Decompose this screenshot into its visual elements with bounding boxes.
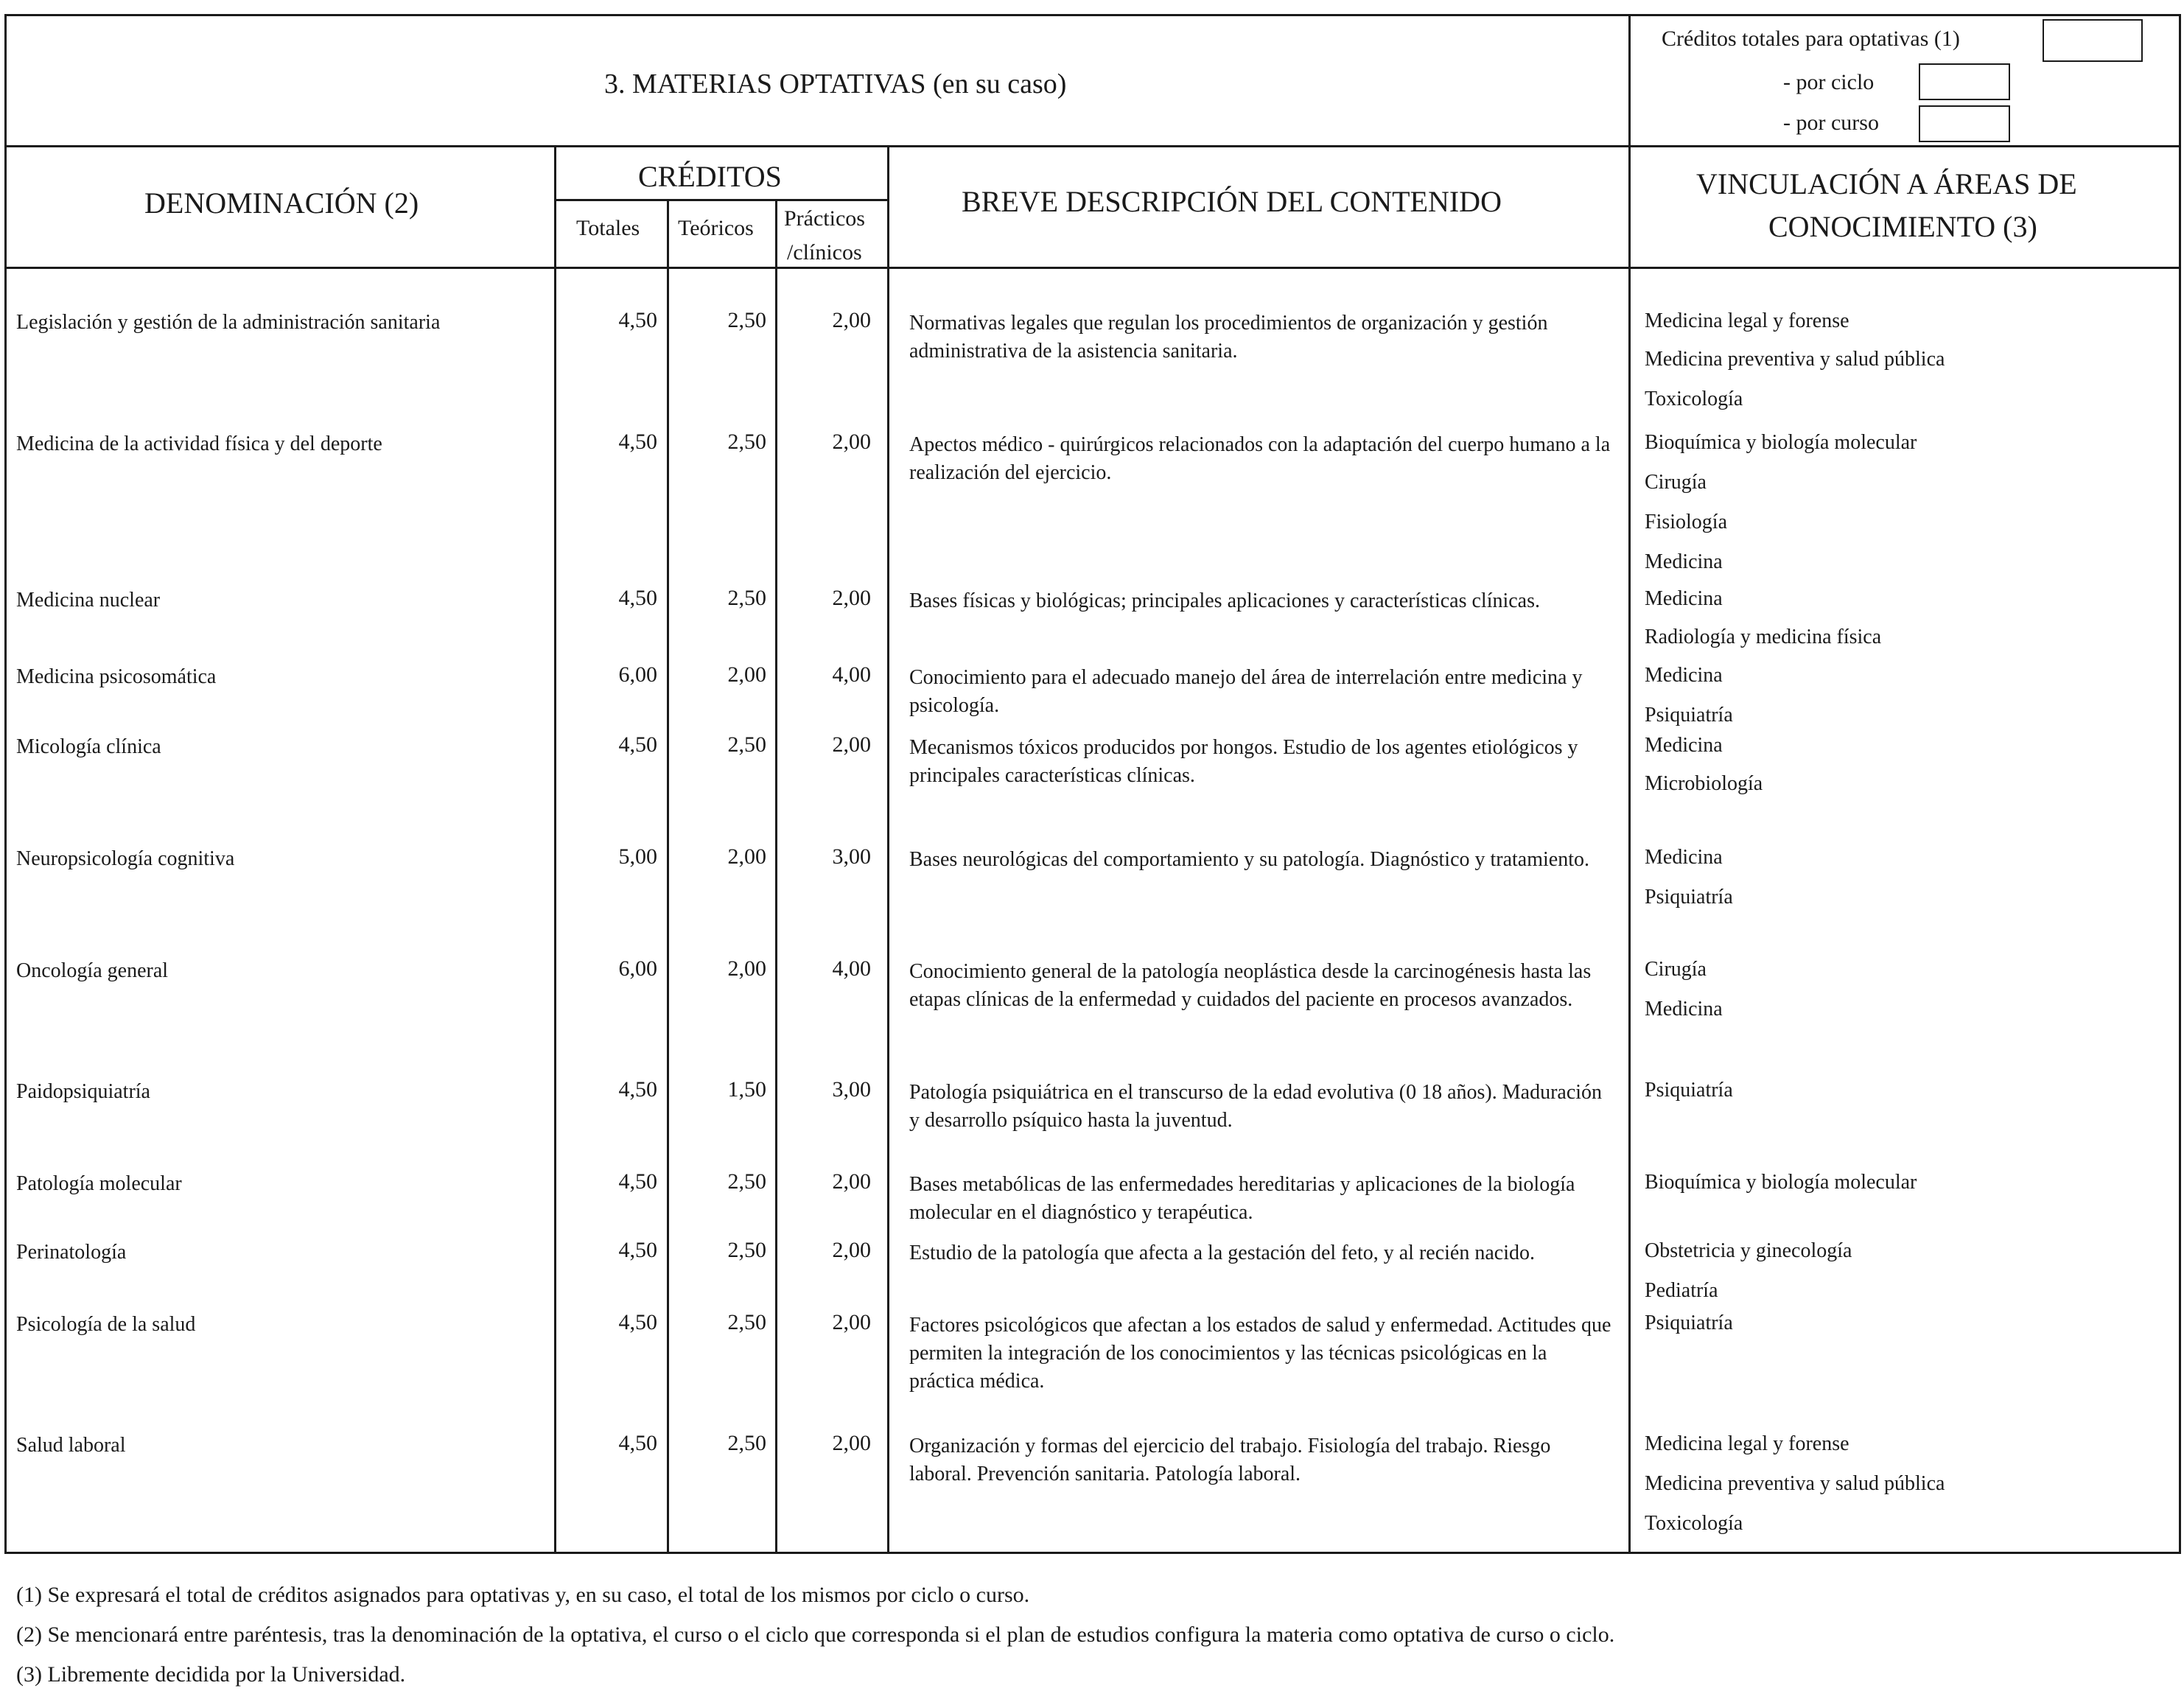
row-practicos: 2,00 <box>832 1169 871 1194</box>
creditos-totales-box[interactable] <box>2043 19 2143 62</box>
col-divider-teoricos <box>667 199 669 1554</box>
row-teoricos: 2,50 <box>727 1238 766 1262</box>
creditos-subheader-divider <box>554 199 887 201</box>
por-curso-box[interactable] <box>1919 105 2010 142</box>
row-area: Microbiología <box>1645 772 1763 795</box>
row-practicos: 3,00 <box>832 844 871 869</box>
por-curso-label: - por curso <box>1783 111 1879 135</box>
row-totales: 6,00 <box>618 956 657 981</box>
header-vinculacion-2: CONOCIMIENTO (3) <box>1768 210 2037 243</box>
row-totales: 4,50 <box>618 1169 657 1194</box>
row-denominacion: Micología clínica <box>16 735 161 758</box>
row-area: Bioquímica y biología molecular <box>1645 1171 1917 1194</box>
row-area: Radiología y medicina física <box>1645 626 1882 648</box>
row-denominacion: Neuropsicología cognitiva <box>16 847 235 870</box>
header-denominacion: DENOMINACIÓN (2) <box>144 186 419 220</box>
row-descripcion: Estudio de la patología que afecta a la gestación del feto, y al recién nacido. <box>909 1242 1535 1264</box>
title-row-divider <box>4 145 2181 147</box>
row-descripcion: Bases metabólicas de las enfermedades hereditarias y aplicaciones de la biología molecular en el diagnóstico y terapéutica. <box>909 1173 1575 1224</box>
row-denominacion: Perinatología <box>16 1241 127 1264</box>
row-totales: 4,50 <box>618 430 657 454</box>
row-denominacion: Salud laboral <box>16 1434 126 1457</box>
row-denominacion: Medicina nuclear <box>16 589 161 612</box>
row-descripcion: Normativas legales que regulan los procedimientos de organización y gestión administrativa de la asistencia sanitaria. <box>909 312 1548 363</box>
col-divider-practicos <box>775 199 777 1554</box>
row-area: Psiquiatría <box>1645 1312 1733 1334</box>
row-denominacion: Patología molecular <box>16 1172 182 1195</box>
table-bottom-divider <box>4 1552 2181 1554</box>
header-descripcion: BREVE DESCRIPCIÓN DEL CONTENIDO <box>962 185 1502 218</box>
row-area: Medicina legal y forense <box>1645 309 1849 332</box>
row-teoricos: 2,50 <box>727 1431 766 1455</box>
row-descripcion: Factores psicológicos que afectan a los estados de salud y enfermedad. Actitudes que permiten la integración de los conocimientos y las técnicas psicológicas en la práctica médica. <box>909 1314 1611 1393</box>
row-area: Psiquiatría <box>1645 886 1733 908</box>
row-descripcion: Bases físicas y biológicas; principales aplicaciones y características clínicas. <box>909 589 1541 612</box>
row-totales: 4,50 <box>618 1310 657 1334</box>
row-area: Toxicología <box>1645 388 1743 410</box>
row-teoricos: 2,00 <box>727 844 766 869</box>
col-divider-totales <box>554 145 556 1554</box>
row-practicos: 2,00 <box>832 586 871 610</box>
row-descripcion: Bases neurológicas del comportamiento y su patología. Diagnóstico y tratamiento. <box>909 848 1590 871</box>
row-descripcion: Apectos médico - quirúrgicos relacionados con la adaptación del cuerpo humano a la realización del ejercicio. <box>909 433 1611 484</box>
row-area: Medicina <box>1645 587 1723 610</box>
row-area: Psiquiatría <box>1645 1079 1733 1102</box>
row-area: Bioquímica y biología molecular <box>1645 431 1917 454</box>
header-vinculacion-1: VINCULACIÓN A ÁREAS DE <box>1696 167 2077 200</box>
row-totales: 4,50 <box>618 1431 657 1455</box>
row-area: Medicina preventiva y salud pública <box>1645 348 1945 371</box>
row-area: Medicina preventiva y salud pública <box>1645 1472 1945 1495</box>
row-teoricos: 2,50 <box>727 732 766 757</box>
row-teoricos: 2,00 <box>727 956 766 981</box>
row-practicos: 2,00 <box>832 308 871 332</box>
row-totales: 4,50 <box>618 1077 657 1102</box>
row-area: Pediatría <box>1645 1279 1718 1302</box>
row-area: Medicina legal y forense <box>1645 1432 1849 1455</box>
row-descripcion: Conocimiento general de la patología neoplástica desde la carcinogénesis hasta las etapas clínicas de la enfermedad y cuidados del paciente en procesos avanzados. <box>909 960 1592 1011</box>
row-totales: 4,50 <box>618 586 657 610</box>
row-practicos: 2,00 <box>832 732 871 757</box>
por-ciclo-box[interactable] <box>1919 63 2010 100</box>
row-practicos: 2,00 <box>832 1431 871 1455</box>
footnote-1: (1) Se expresará el total de créditos asignados para optativas y, en su caso, el total de los mismos por ciclo o curso. <box>16 1583 1030 1607</box>
row-descripcion: Patología psiquiátrica en el transcurso de la edad evolutiva (0 18 años). Maduración y desarrollo psíquico hasta la juventud. <box>909 1081 1603 1132</box>
row-practicos: 2,00 <box>832 430 871 454</box>
row-denominacion: Psicología de la salud <box>16 1313 196 1336</box>
row-teoricos: 2,50 <box>727 1169 766 1194</box>
row-teoricos: 2,50 <box>727 586 766 610</box>
row-descripcion: Organización y formas del ejercicio del trabajo. Fisiología del trabajo. Riesgo laboral. Prevención sanitaria. Patología laboral. <box>909 1435 1551 1485</box>
header-practicos-2: /clínicos <box>787 240 862 265</box>
row-practicos: 2,00 <box>832 1238 871 1262</box>
row-teoricos: 2,00 <box>727 662 766 687</box>
row-denominacion: Oncología general <box>16 959 169 982</box>
header-teoricos: Teóricos <box>678 216 754 240</box>
footnote-3: (3) Libremente decidida por la Universidad. <box>16 1662 406 1687</box>
row-teoricos: 2,50 <box>727 308 766 332</box>
creditos-totales-label: Créditos totales para optativas (1) <box>1662 27 1960 51</box>
row-area: Cirugía <box>1645 958 1707 981</box>
row-area: Obstetricia y ginecología <box>1645 1239 1852 1262</box>
row-totales: 4,50 <box>618 732 657 757</box>
row-teoricos: 2,50 <box>727 1310 766 1334</box>
header-totales: Totales <box>576 216 640 240</box>
col-divider-descripcion <box>887 145 889 1554</box>
row-practicos: 2,00 <box>832 1310 871 1334</box>
row-area: Toxicología <box>1645 1512 1743 1535</box>
header-bottom-divider <box>4 267 2181 269</box>
row-area: Medicina <box>1645 550 1723 573</box>
row-area: Medicina <box>1645 846 1723 869</box>
row-totales: 6,00 <box>618 662 657 687</box>
row-area: Medicina <box>1645 664 1723 687</box>
row-practicos: 4,00 <box>832 662 871 687</box>
row-descripcion: Conocimiento para el adecuado manejo del área de interrelación entre medicina y psicología. <box>909 666 1583 717</box>
row-area: Medicina <box>1645 734 1723 757</box>
row-practicos: 4,00 <box>832 956 871 981</box>
row-denominacion: Medicina de la actividad física y del deporte <box>16 433 382 455</box>
header-creditos: CRÉDITOS <box>638 160 782 193</box>
page-title: 3. MATERIAS OPTATIVAS (en su caso) <box>604 69 1067 99</box>
row-descripcion: Mecanismos tóxicos producidos por hongos. Estudio de los agentes etiológicos y principales características clínicas. <box>909 736 1578 787</box>
row-denominacion: Paidopsiquiatría <box>16 1080 150 1103</box>
row-denominacion: Legislación y gestión de la administración sanitaria <box>16 311 441 334</box>
row-totales: 5,00 <box>618 844 657 869</box>
row-area: Medicina <box>1645 998 1723 1020</box>
row-area: Psiquiatría <box>1645 704 1733 727</box>
header-practicos-1: Prácticos <box>784 206 865 231</box>
footnote-2: (2) Se mencionará entre paréntesis, tras la denominación de la optativa, el curso o el ciclo que corresponda si el plan de estudios configura la materia como optativa de curso o ciclo. <box>16 1622 1615 1647</box>
row-teoricos: 1,50 <box>727 1077 766 1102</box>
row-practicos: 3,00 <box>832 1077 871 1102</box>
row-totales: 4,50 <box>618 308 657 332</box>
row-denominacion: Medicina psicosomática <box>16 665 217 688</box>
col-divider-vinculacion <box>1628 14 1631 1554</box>
row-teoricos: 2,50 <box>727 430 766 454</box>
row-area: Fisiología <box>1645 511 1728 533</box>
por-ciclo-label: - por ciclo <box>1783 70 1875 94</box>
row-totales: 4,50 <box>618 1238 657 1262</box>
row-area: Cirugía <box>1645 471 1707 494</box>
